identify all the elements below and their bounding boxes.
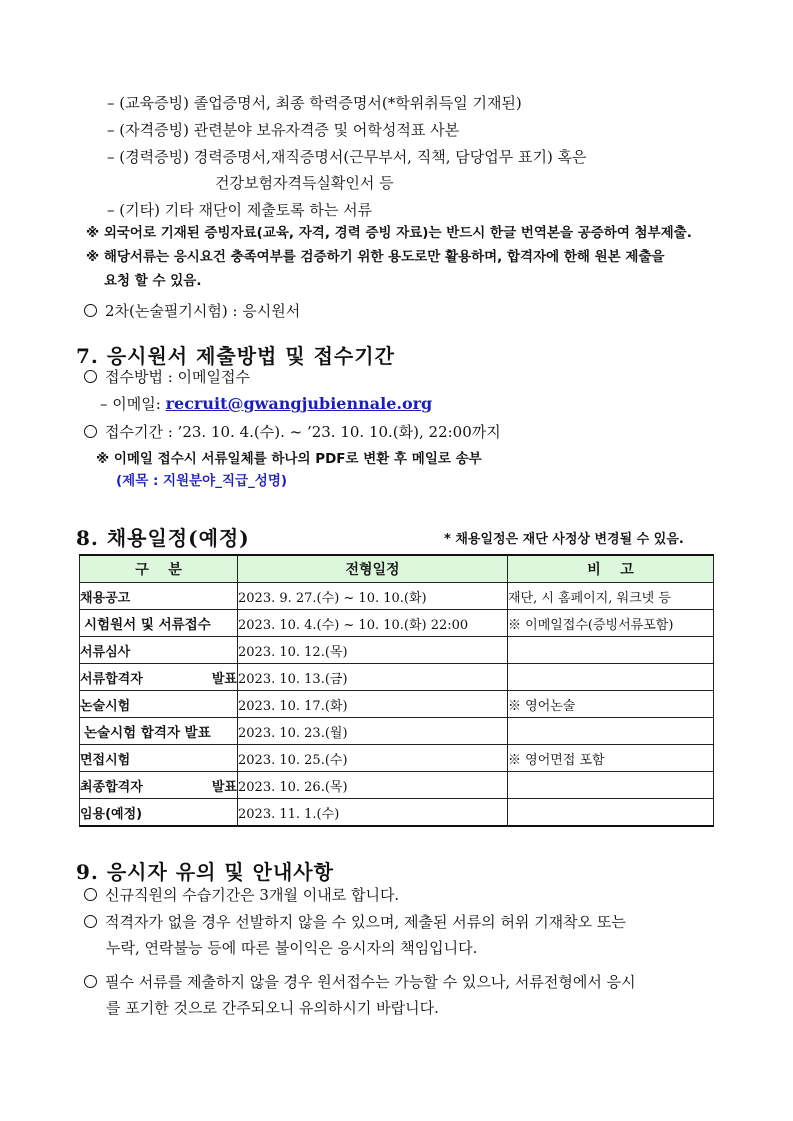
- remark-cell: 재단, 시 홈페이지, 워크넷 등: [508, 583, 714, 610]
- table-row: [80, 772, 714, 799]
- remark-cell: [508, 664, 714, 691]
- remark-cell: ※ 이메일접수(증빙서류포함): [508, 610, 714, 637]
- notice-no-candidate-cont: 누락, 연락불능 등에 따른 불이익은 응시자의 책임입니다.: [106, 939, 478, 957]
- email-label: – 이메일:: [100, 395, 161, 413]
- notice-required-docs: 필수 서류를 제출하지 않을 경우 원서접수는 가능할 수 있으나, 서류전형에서 응시: [84, 972, 636, 992]
- header-schedule: 전형일정: [238, 555, 508, 583]
- date-cell: 2023. 10. 17.(화): [238, 691, 508, 718]
- second-round-item: 2차(논술필기시험) : 응시원서: [84, 301, 300, 321]
- date-cell: 2023. 9. 27.(수) ~ 10. 10.(화): [238, 583, 508, 610]
- table-row: [80, 664, 714, 691]
- section-9-title: 9. 응시자 유의 및 안내사항: [76, 860, 334, 884]
- date-cell: 2023. 10. 25.(수): [238, 745, 508, 772]
- circle-bullet-icon: [84, 425, 97, 438]
- date-cell: 2023. 10. 4.(수) ~ 10. 10.(화) 22:00: [238, 610, 508, 637]
- circle-bullet-icon: [84, 304, 97, 317]
- doc-list-item-education: – (교육증빙) 졸업증명서, 최종 학력증명서(*학위취득일 기재된): [107, 94, 522, 112]
- stage-cell: 임용(예정): [80, 799, 238, 827]
- foreign-doc-note: ※ 외국어로 기재된 증빙자료(교육, 자격, 경력 증빙 자료)는 반드시 한글 번역본을 공증하여 첨부제출.: [86, 225, 692, 241]
- doc-list-item-career: – (경력증빙) 경력증명서,재직증명서(근무부서, 직책, 담당업무 표기) 혹은: [107, 148, 587, 166]
- table-row: [80, 583, 714, 610]
- notice-probation: 신규직원의 수습기간은 3개월 이내로 합니다.: [84, 885, 399, 905]
- table-row: [80, 610, 714, 637]
- remark-cell: [508, 799, 714, 827]
- email-link[interactable]: recruit@gwangjubiennale.org: [165, 394, 433, 413]
- section-8-title: 8. 채용일정(예정): [76, 526, 250, 550]
- stage-cell: 서류합격자 발표: [80, 664, 238, 691]
- stage-cell: 서류심사: [80, 637, 238, 664]
- date-cell: 2023. 11. 1.(수): [238, 799, 508, 827]
- table-row: [80, 691, 714, 718]
- remark-cell: [508, 637, 714, 664]
- header-category: 구 분: [80, 555, 238, 583]
- circle-bullet-icon: [84, 888, 97, 901]
- remark-cell: ※ 영어논술: [508, 691, 714, 718]
- circle-bullet-icon: [84, 915, 97, 928]
- table-row: [80, 745, 714, 772]
- stage-cell: 면접시험: [80, 745, 238, 772]
- table-row: [80, 637, 714, 664]
- stage-cell: 채용공고: [80, 583, 238, 610]
- verification-note: ※ 해당서류는 응시요건 충족여부를 검증하기 위한 용도로만 활용하며, 합격자에 한해 원본 제출을: [86, 249, 665, 265]
- pdf-note: ※ 이메일 접수시 서류일체를 하나의 PDF로 변환 후 메일로 송부: [96, 451, 482, 467]
- remark-cell: [508, 718, 714, 745]
- stage-cell: 시험원서 및 서류접수: [80, 610, 238, 637]
- doc-list-item-other: – (기타) 기타 재단이 제출토록 하는 서류: [107, 201, 373, 219]
- stage-cell: 최종합격자 발표: [80, 772, 238, 799]
- circle-bullet-icon: [84, 975, 97, 988]
- date-cell: 2023. 10. 13.(금): [238, 664, 508, 691]
- notice-no-candidate: 적격자가 없을 경우 선발하지 않을 수 있으며, 제출된 서류의 허위 기재착오 또는: [84, 912, 626, 932]
- submission-method: 접수방법 : 이메일접수: [84, 367, 250, 387]
- table-row: [80, 718, 714, 745]
- stage-cell: 논술시험: [80, 691, 238, 718]
- date-cell: 2023. 10. 12.(목): [238, 637, 508, 664]
- submission-period: 접수기간 : ’23. 10. 4.(수). ~ ’23. 10. 10.(화), 22:00까지: [84, 422, 501, 442]
- circle-bullet-icon: [84, 370, 97, 383]
- remark-cell: ※ 영어면접 포함: [508, 745, 714, 772]
- date-cell: 2023. 10. 26.(목): [238, 772, 508, 799]
- table-row: [80, 799, 714, 827]
- email-subject-format: (제목 : 지원분야_직급_성명): [116, 473, 288, 489]
- email-line: [100, 394, 432, 414]
- remark-cell: [508, 772, 714, 799]
- schedule-change-note: * 채용일정은 재단 사정상 변경될 수 있음.: [444, 532, 684, 547]
- section-7-title: 7. 응시원서 제출방법 및 접수기간: [76, 344, 395, 368]
- date-cell: 2023. 10. 23.(월): [238, 718, 508, 745]
- table-header-row: [80, 555, 714, 583]
- doc-list-item-qualification: – (자격증빙) 관련분야 보유자격증 및 어학성적표 사본: [107, 121, 460, 139]
- header-remarks: 비 고: [508, 555, 714, 583]
- schedule-table: [79, 554, 714, 827]
- notice-required-docs-cont: 를 포기한 것으로 간주되오니 유의하시기 바랍니다.: [106, 999, 439, 1017]
- stage-cell: 논술시험 합격자 발표: [80, 718, 238, 745]
- doc-list-item-career-cont: 건강보험자격득실확인서 등: [215, 174, 394, 192]
- verification-note-cont: 요청 할 수 있음.: [104, 273, 202, 289]
